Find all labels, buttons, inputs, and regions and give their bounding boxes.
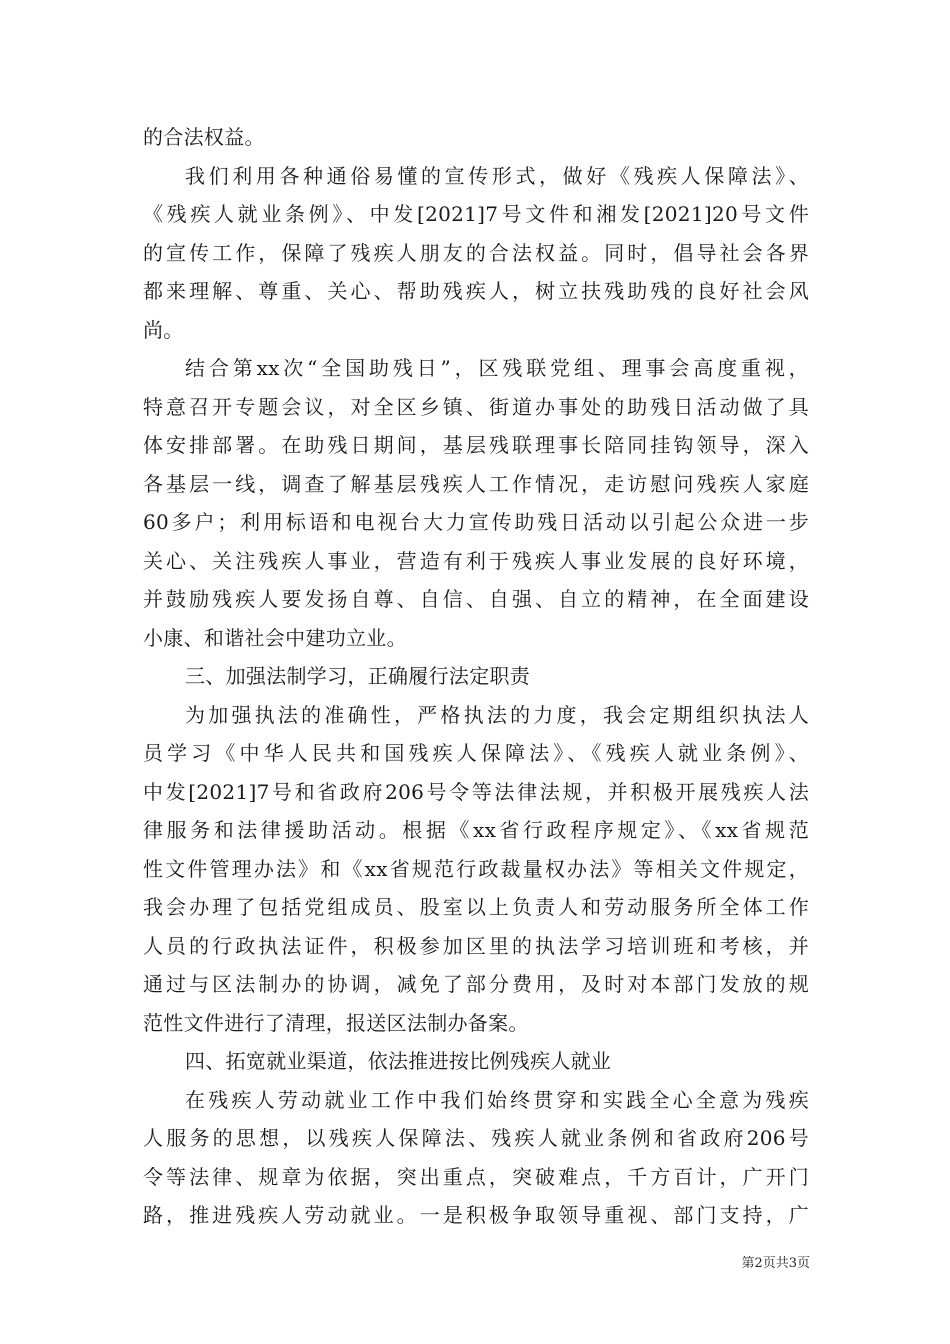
text-line: 并鼓励残疾人要发扬自尊、自信、自强、自立的精神，在全面建设 — [143, 587, 809, 611]
text-line: 60多户；利用标语和电视台大力宣传助残日活动以引起公众进一步 — [143, 510, 809, 534]
text-line: 中发[2021]7号和省政府206号令等法律法规，并积极开展残疾人法 — [143, 779, 809, 804]
text-line: 各基层一线，调查了解基层残疾人工作情况，走访慰问残疾人家庭 — [143, 471, 809, 496]
text-line: 员学习《中华人民共和国残疾人保障法》、《残疾人就业条例》、 — [143, 741, 809, 765]
text-line: 的合法权益。 — [143, 125, 265, 149]
text-line: 《残疾人就业条例》、中发[2021]7号文件和湘发[2021]20号文件 — [143, 202, 809, 226]
text-line: 的宣传工作，保障了残疾人朋友的合法权益。同时，倡导社会各界 — [143, 240, 809, 265]
text-line: 小康、和谐社会中建功立业。 — [143, 625, 407, 650]
text-line: 关心、关注残疾人事业，营造有利于残疾人事业发展的良好环境， — [143, 548, 809, 573]
text-line: 范性文件进行了清理，报送区法制办备案。 — [143, 1010, 529, 1035]
text-line: 四、拓宽就业渠道，依法推进按比例残疾人就业 — [185, 1049, 612, 1073]
text-line: 我会办理了包括党组成员、股室以上负责人和劳动服务所全体工作 — [143, 895, 809, 919]
text-line: 三、加强法制学习，正确履行法定职责 — [185, 664, 531, 688]
text-line: 我们利用各种通俗易懂的宣传形式，做好《残疾人保障法》、 — [185, 163, 809, 188]
text-line: 体安排部署。在助残日期间，基层残联理事长陪同挂钩领导，深入 — [143, 433, 809, 457]
text-line: 特意召开专题会议，对全区乡镇、街道办事处的助残日活动做了具 — [143, 394, 809, 419]
text-line: 人员的行政执法证件，积极参加区里的执法学习培训班和考核，并 — [143, 933, 809, 958]
text-line: 通过与区法制办的协调，减免了部分费用，及时对本部门发放的规 — [143, 972, 809, 996]
text-line: 性文件管理办法》和《xx省规范行政裁量权办法》等相关文件规定， — [143, 856, 809, 881]
text-line: 都来理解、尊重、关心、帮助残疾人，树立扶残助残的良好社会风 — [143, 279, 809, 303]
text-line: 律服务和法律援助活动。根据《xx省行政程序规定》、《xx省规范 — [143, 818, 809, 842]
text-line: 人服务的思想，以残疾人保障法、残疾人就业条例和省政府206号 — [143, 1126, 809, 1150]
page-number: 第2页共3页 — [741, 1256, 810, 1271]
text-line: 结合第xx次“全国助残日”，区残联党组、理事会高度重视， — [185, 356, 809, 380]
document-body — [143, 118, 809, 1235]
text-line: 为加强执法的准确性，严格执法的力度，我会定期组织执法人 — [185, 702, 809, 727]
text-line: 尚。 — [143, 317, 184, 342]
text-line: 令等法律、规章为依据，突出重点，突破难点，千方百计，广开门 — [143, 1164, 809, 1189]
text-line: 路，推进残疾人劳动就业。一是积极争取领导重视、部门支持，广 — [143, 1203, 809, 1227]
text-line: 在残疾人劳动就业工作中我们始终贯穿和实践全心全意为残疾 — [185, 1087, 809, 1112]
